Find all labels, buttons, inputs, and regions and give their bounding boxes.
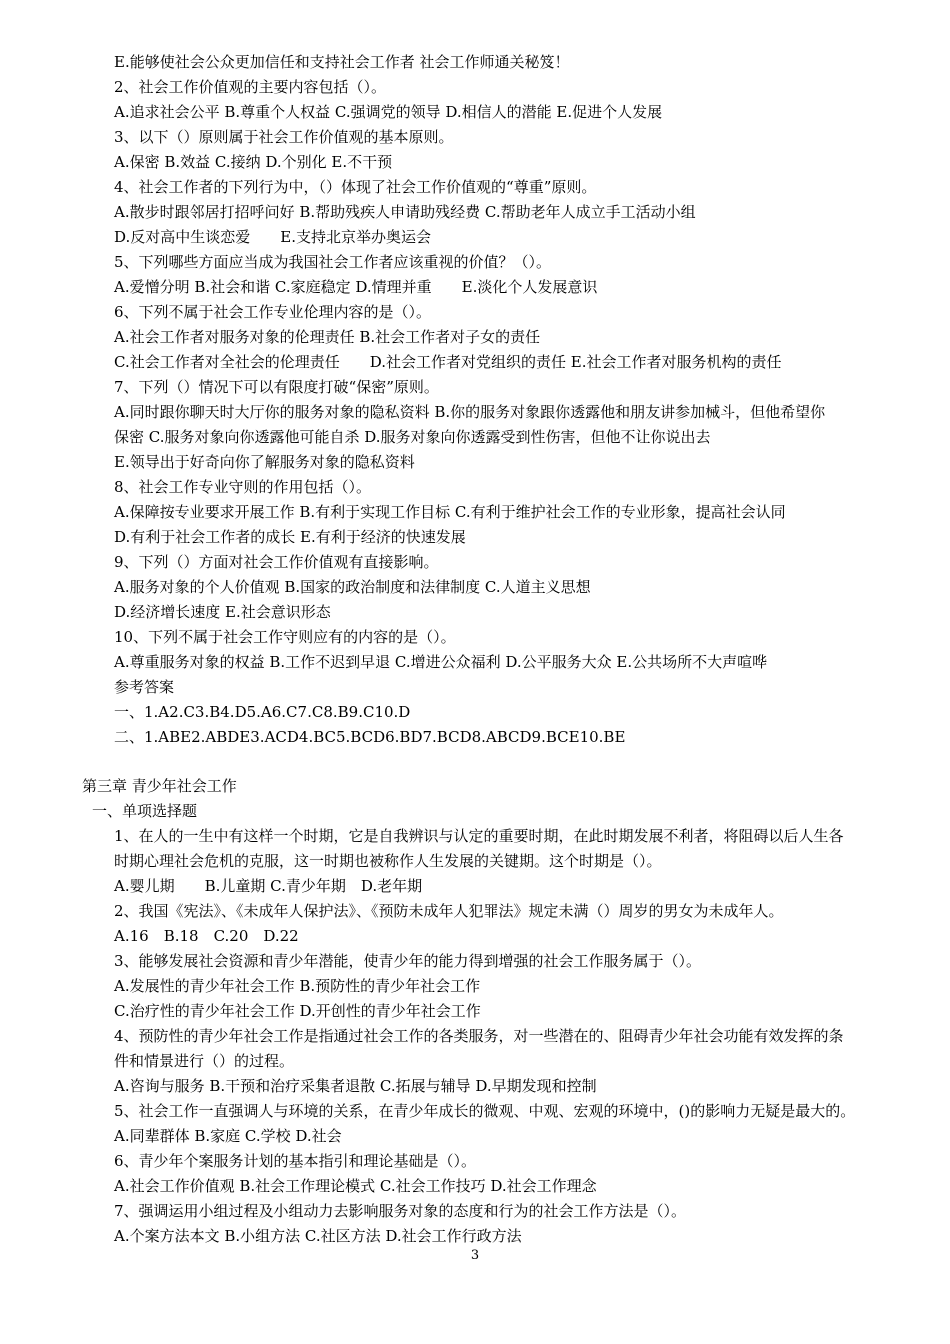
- text-line: 件和情景进行（）的过程。: [114, 1052, 295, 1070]
- text-line: 时期心理社会危机的克服，这一时期也被称作人生发展的关键期。这个时期是（）。: [114, 852, 662, 870]
- text-line: 5、社会工作一直强调人与环境的关系，在青少年成长的微观、中观、宏观的环境中，()的影响力无疑是最大的。: [114, 1102, 856, 1120]
- text-line: 保密 C.服务对象向你透露他可能自杀 D.服务对象向你透露受到性伤害，但他不让你说出去: [114, 428, 711, 446]
- text-line: E.领导出于好奇向你了解服务对象的隐私资料: [114, 453, 415, 471]
- text-line: 第三章 青少年社会工作: [82, 777, 237, 795]
- text-line: D.有利于社会工作者的成长 E.有利于经济的快速发展: [114, 528, 466, 546]
- text-line: A.服务对象的个人价值观 B.国家的政治制度和法律制度 C.人道主义思想: [114, 578, 591, 596]
- text-line: A.同时跟你聊天时大厅你的服务对象的隐私资料 B.你的服务对象跟你透露他和朋友讲参加械斗，但他希望你: [114, 403, 826, 421]
- text-line: 2、社会工作价值观的主要内容包括（）。: [114, 78, 387, 96]
- text-line: A.社会工作者对服务对象的伦理责任 B.社会工作者对子女的责任: [114, 328, 541, 346]
- text-line: 参考答案: [114, 678, 175, 696]
- text-line: 8、社会工作专业守则的作用包括（）。: [114, 478, 372, 496]
- text-line: A.追求社会公平 B.尊重个人权益 C.强调党的领导 D.相信人的潜能 E.促进个人发展: [114, 103, 663, 121]
- text-line: 一、1.A2.C3.B4.D5.A6.C7.C8.B9.C10.D: [114, 703, 411, 721]
- text-line: C.治疗性的青少年社会工作 D.开创性的青少年社会工作: [114, 1002, 481, 1020]
- text-line: A.保密 B.效益 C.接纳 D.个别化 E.不干预: [114, 153, 393, 171]
- text-line: A.爱憎分明 B.社会和谐 C.家庭稳定 D.情理并重 E.淡化个人发展意识: [114, 278, 598, 296]
- text-line: 二、1.ABE2.ABDE3.ACD4.BC5.BCD6.BD7.BCD8.ABCD9.BCE10.BE: [114, 728, 626, 746]
- text-line: 4、预防性的青少年社会工作是指通过社会工作的各类服务，对一些潜在的、阻碍青少年社会功能有效发挥的条: [114, 1027, 844, 1045]
- text-line: 2、我国《宪法》、《未成年人保护法》、《预防未成年人犯罪法》规定未满（）周岁的男女为未成年人。: [114, 902, 784, 920]
- text-line: D.经济增长速度 E.社会意识形态: [114, 603, 331, 621]
- text-line: A.发展性的青少年社会工作 B.预防性的青少年社会工作: [114, 977, 481, 995]
- text-line: A.社会工作价值观 B.社会工作理论模式 C.社会工作技巧 D.社会工作理念: [114, 1177, 597, 1195]
- text-line: 3、能够发展社会资源和青少年潜能，使青少年的能力得到增强的社会工作服务属于（）。: [114, 952, 702, 970]
- text-line: 7、强调运用小组过程及小组动力去影响服务对象的态度和行为的社会工作方法是（）。: [114, 1202, 687, 1220]
- text-line: 1、在人的一生中有这样一个时期，它是自我辨识与认定的重要时期，在此时期发展不利者，将阻碍以后人生各: [114, 827, 844, 845]
- text-line: 9、下列（）方面对社会工作价值观有直接影响。: [114, 553, 439, 571]
- text-line: A.保障按专业要求开展工作 B.有利于实现工作目标 C.有利于维护社会工作的专业形象，提高社会认同: [114, 503, 786, 521]
- text-line: 6、青少年个案服务计划的基本指引和理论基础是（）。: [114, 1152, 477, 1170]
- text-line: 5、下列哪些方面应当成为我国社会工作者应该重视的价值？（）。: [114, 253, 552, 271]
- text-line: D.反对高中生谈恋爱 E.支持北京举办奥运会: [114, 228, 431, 246]
- text-line: A.尊重服务对象的权益 B.工作不迟到早退 C.增进公众福利 D.公平服务大众 E.公共场所不大声喧哗: [114, 653, 768, 671]
- text-line: A.16 B.18 C.20 D.22: [114, 927, 299, 945]
- text-line: A.个案方法本文 B.小组方法 C.社区方法 D.社会工作行政方法: [114, 1227, 522, 1245]
- text-line: A.咨询与服务 B.干预和治疗采集者退散 C.拓展与辅导 D.早期发现和控制: [114, 1077, 597, 1095]
- text-line: 6、下列不属于社会工作专业伦理内容的是（）。: [114, 303, 432, 321]
- text-line: C.社会工作者对全社会的伦理责任 D.社会工作者对党组织的责任 E.社会工作者对服务机构的责任: [114, 353, 782, 371]
- text-line: A.散步时跟邻居打招呼问好 B.帮助残疾人申请助残经费 C.帮助老年人成立手工活动小组: [114, 203, 696, 221]
- text-line: E.能够使社会公众更加信任和支持社会工作者 社会工作师通关秘笈！: [114, 53, 570, 71]
- page-number: 3: [470, 1248, 480, 1263]
- text-line: 10、下列不属于社会工作守则应有的内容的是（）。: [114, 628, 456, 646]
- text-line: 4、社会工作者的下列行为中，（）体现了社会工作价值观的“尊重”原则。: [114, 178, 597, 196]
- text-line: A.同辈群体 B.家庭 C.学校 D.社会: [114, 1127, 342, 1145]
- text-line: 7、下列（）情况下可以有限度打破“保密”原则。: [114, 378, 439, 396]
- text-line: 3、以下（）原则属于社会工作价值观的基本原则。: [114, 128, 454, 146]
- text-line: A.婴儿期 B.儿童期 C.青少年期 D.老年期: [114, 877, 423, 895]
- text-line: 一、单项选择题: [92, 802, 198, 820]
